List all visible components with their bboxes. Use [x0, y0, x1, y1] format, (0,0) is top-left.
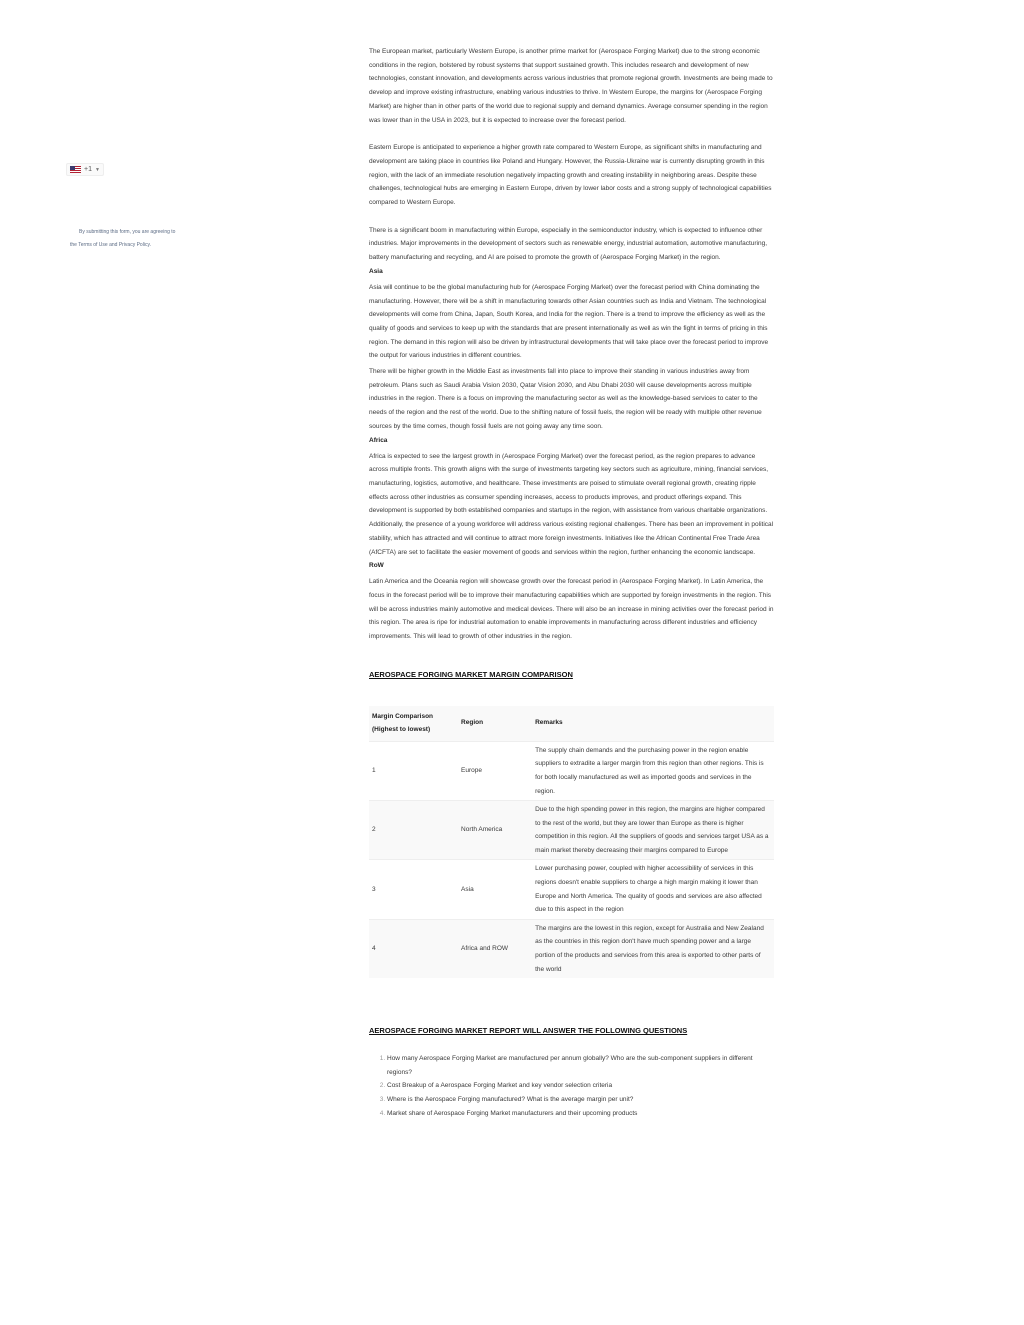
questions-list: [369, 1052, 774, 1120]
chevron-down-icon: ▼: [94, 166, 100, 173]
consent-line-2: the Terms of Use and Privacy Policy.: [70, 242, 151, 248]
us-flag-icon: [70, 166, 81, 173]
cell-rank: 1: [369, 741, 458, 800]
table-header-row: [369, 706, 774, 742]
cell-rank: 4: [369, 919, 458, 978]
table-row: [369, 741, 774, 800]
list-item: 2. Cost Breakup of a Aerospace Forging Market and key vendor selection criteria: [387, 1079, 774, 1093]
margin-comparison-title: AEROSPACE FORGING MARKET MARGIN COMPARISON: [369, 669, 573, 679]
cell-region: Europe: [458, 741, 532, 800]
cell-region: Africa and ROW: [458, 919, 532, 978]
paragraph-asia-2: There will be higher growth in the Middle East as investments fall into place to improve their standing in various industries away from petroleum. Plans such as Saudi Arabia Vision 2030, Qatar Vision 2030, and Abu Dhabi 2030 will cause developments across multiple industries in the region. There is a focus on improving the manufacturing sector as well as the knowledge-based services to cater to the needs of the region and the rest of the world. Due to the shifting nature of fossil fuels, the region will be ready with multiple other revenue sources by the time comes, though fossil fuels are not going away any time soon.: [369, 368, 762, 430]
heading-africa: Africa: [369, 436, 388, 444]
cell-remarks: Due to the high spending power in this region, the margins are higher compared to the rest of the world, but they are lower than Europe as there is higher competition in this region. All the suppliers of goods and services target USA as a main market thereby decreasing their margins compared to Europe: [532, 801, 774, 860]
header-region: Region: [458, 706, 532, 742]
paragraph-asia-1: Asia will continue to be the global manufacturing hub for (Aerospace Forging Market) over the forecast period with China dominating the manufacturing. However, there will be a shift in manufacturing towards other Asian countries such as India and Vietnam. The technological developments will come from China, Japan, South Korea, and India for the region. There is a trend to improve the efficiency as well as the quality of goods and services to keep up with the standards that are present internationally as well as win the fight in terms of pricing in this region. The demand in this region will also be driven by infrastructural developments that will take place over the forecast period to improve the output for various industries in different countries.: [369, 283, 769, 360]
list-item: 4. Market share of Aerospace Forging Market manufacturers and their upcoming products: [387, 1107, 774, 1121]
table-row: [369, 860, 774, 919]
cell-remarks: The supply chain demands and the purchasing power in the region enable suppliers to extradite a larger margin from this region than other regions. This is for both locally manufactured as well as imported goods and services in the region.: [532, 741, 774, 800]
cell-remarks: Lower purchasing power, coupled with higher accessibility of services in this regions doesn't enable suppliers to charge a high margin making it lower than Europe and North America. The quality of goods and services are also affected due to this aspect in the region: [532, 860, 774, 919]
cell-rank: 2: [369, 801, 458, 860]
heading-row: RoW: [369, 562, 384, 570]
paragraph-europe-eastern: Eastern Europe is anticipated to experience a higher growth rate compared to Western Europe, as significant shifts in manufacturing and development are taking place in countries like Poland and Hungary. However, the Russia-Ukraine war is currently disrupting growth in this region, with the lack of an immediate resolution negatively impacting growth and creating instability in neighboring areas. Despite these challenges, technological hubs are emerging in Eastern Europe, driven by lower labor costs and a strong supply of technological capabilities compared to Western Europe.: [369, 144, 772, 207]
form-consent-text: [66, 226, 194, 252]
consent-line-1: By submitting this form, you are agreeing to: [79, 229, 176, 235]
header-remarks: Remarks: [532, 706, 774, 742]
paragraph-europe-boom: There is a significant boom in manufacturing within Europe, especially in the semiconductor industry, which is expected to influence other industries. Major improvements in the development of sectors such as renewable energy, industrial automation, automotive manufacturing, battery manufacturing and recycling, and AI are poised to promote the growth of (Aerospace Forging Market) in the region.: [369, 226, 768, 262]
table-row: [369, 801, 774, 860]
margin-comparison-table: [369, 706, 774, 979]
cell-rank: 3: [369, 860, 458, 919]
article-body: [369, 45, 774, 1120]
list-item: 1. How many Aerospace Forging Market are manufactured per annum globally? Who are the sub-component suppliers in different regions?: [387, 1052, 774, 1079]
paragraph-africa: Africa is expected to see the largest growth in (Aerospace Forging Market) over the forecast period, as the region prepares to advance across multiple fronts. This growth aligns with the surge of investments targeting key sectors such as agriculture, mining, financial services, manufacturing, logistics, automotive, and healthcare. These investments are poised to stimulate overall regional growth, creating ripple effects across other industries as consumer spending increases, access to products improves, and product offerings expand. This development is supported by both established companies and startups in the region, with assistance from various charitable organizations. Additionally, the presence of a young workforce will address various existing regional challenges. There has been an improvement in political stability, which has attracted and will continue to attract more foreign investments. Initiatives like the African Continental Free Trade Area (AfCFTA) are set to facilitate the easier movement of goods and services within the region, further enhancing the economic landscape.: [369, 452, 774, 556]
country-code-selector[interactable]: [66, 163, 104, 176]
questions-title: AEROSPACE FORGING MARKET REPORT WILL ANSWER THE FOLLOWING QUESTIONS: [369, 1026, 688, 1036]
list-item: 3. Where is the Aerospace Forging manufactured? What is the average margin per unit?: [387, 1093, 774, 1107]
paragraph-row: Latin America and the Oceania region will showcase growth over the forecast period in (Aerospace Forging Market). In Latin America, the focus in the forecast period will be to improve their manufacturing capabilities which are supported by foreign investments in the region. This will be across industries mainly automotive and medical devices. There will also be an increase in mining activities over the forecast period in this region. The area is ripe for industrial automation to enable improvements in manufacturing across different industries and efficiency improvements. This will lead to growth of other industries in the region.: [369, 578, 774, 641]
header-margin-comparison: [369, 706, 458, 742]
header-rank-line2: (Highest to lowest): [372, 726, 431, 734]
paragraph-europe-western: The European market, particularly Western Europe, is another prime market for (Aerospace Forging Market) due to the strong economic conditions in the region, bolstered by robust systems that support sustained growth. This includes research and development of new technologies, constant innovation, and developments across various industries that promote regional growth. Investments are being made to develop and improve existing infrastructure, enabling various industries to thrive. In Western Europe, the margins for (Aerospace Forging Market) are higher than in other parts of the world due to regional supply and demand dynamics. Average consumer spending in the region was lower than in the USA in 2023, but it is expected to increase over the forecast period.: [369, 48, 773, 124]
cell-region: Asia: [458, 860, 532, 919]
header-rank-line1: Margin Comparison: [372, 712, 434, 720]
table-row: [369, 919, 774, 978]
heading-asia: Asia: [369, 267, 383, 275]
cell-remarks: The margins are the lowest in this region, except for Australia and New Zealand as the countries in this region don't have much spending power and a large portion of the products and services from this area is exported to other parts of the world: [532, 919, 774, 978]
lead-form-sidebar: [66, 160, 196, 248]
country-code-label: +1: [84, 166, 92, 173]
cell-region: North America: [458, 801, 532, 860]
